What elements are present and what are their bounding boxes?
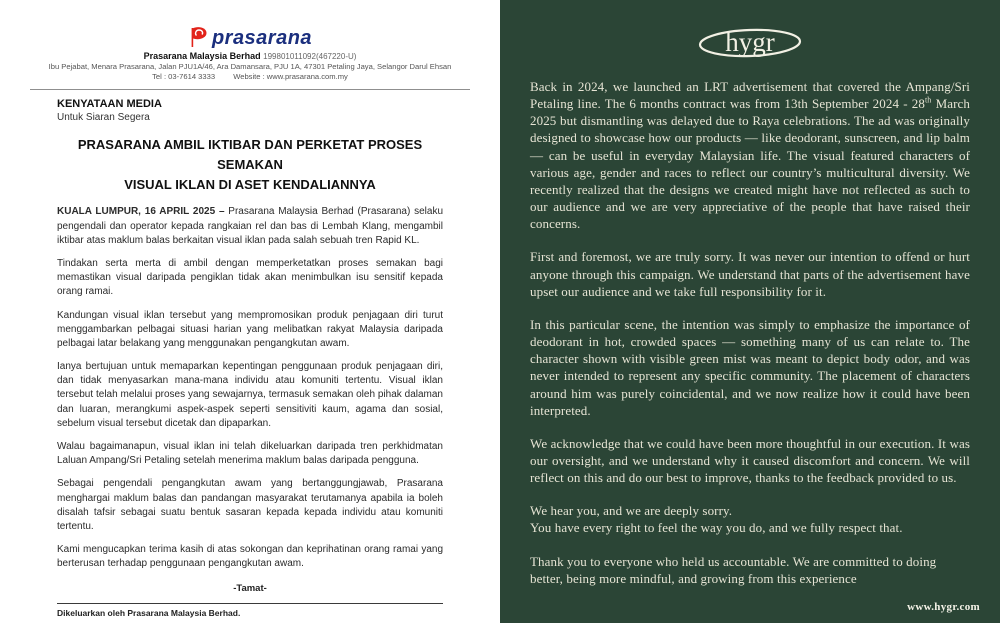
thank-you-paragraph: Thank you to everyone who held us accountable. We are committed to doing better, being more mindful, and growing from this experience — [530, 553, 937, 586]
press-release-body — [30, 205, 470, 571]
ordinal-superscript: th — [924, 95, 932, 105]
company-name-line — [30, 51, 470, 62]
closing-line-1: We hear you, and we are deeply sorry. — [530, 503, 733, 519]
company-name: Prasarana Malaysia Berhad — [143, 51, 261, 61]
paragraph-text: March 2025 but dismantling was delayed due to Raya celebrations. The ad was originally designed to showcase how our products — like deodorant, sunscreen, and lip balm — can be useful in everyday Malaysian life. The visual featured characters of various age, gender and races to reflect our country’s multicultural diversity. We recently realized that the designs we created might have not reflected as such to our audience and we are very appreciative of the people that have raised their concerns. — [530, 96, 970, 232]
title-line-2: VISUAL IKLAN DI ASET KENDALIANNYA — [124, 177, 376, 193]
issued-by-note: Dikeluarkan oleh Prasarana Malaysia Berhad. — [57, 607, 241, 618]
statement-paragraph: We acknowledge that we could have been more thoughtful in our execution. It was our oversight, and we understand why it caused discomfort and concern. We will reflect on this and do our best to improve, thanks to the feedback provided to us. — [530, 435, 970, 486]
media-statement-label: KENYATAAN MEDIA — [57, 97, 162, 110]
closing-line-2: You have every right to feel the way you do, and we fully respect that. — [530, 520, 903, 536]
hygr-apology-statement — [500, 0, 1000, 623]
paragraph-text: Back in 2024, we launched an LRT advertisement that covered the Ampang/Sri Petaling line. The 6 months contract was from 13th September 2024 - 28 — [530, 79, 970, 112]
statement-paragraph: In this particular scene, the intention was simply to emphasize the importance of deodorant in hot, crowded spaces — something many of us can relate to. The character shown with visible green mist was meant to depict body odor, and was never intended to represent any specific community. The placement of characters around him was purely coincidental, and we now realize how it could have been interpreted. — [530, 316, 970, 418]
press-release-title — [30, 135, 470, 195]
press-paragraph: Sebagai pengendali pengangkutan awam yang bertanggungjawab, Prasarana menghargai maklum balas dan pandangan masyarakat terutamanya apabila ia boleh disalah tafsir sebagai suatu bentuk sasaran kepada kepada individu atau komuniti tertentu. — [57, 478, 443, 532]
dateline: KUALA LUMPUR, 16 APRIL 2025 – — [57, 206, 225, 218]
press-release-letterhead — [30, 24, 470, 82]
press-paragraph: Kami mengucapkan terima kasih di atas sokongan dan keprihatinan orang ramai yang berterusan terhadap penggunaan pengangkutan awam. — [57, 544, 443, 570]
press-paragraph: Walau bagaimanapun, visual iklan ini telah dikeluarkan daripada tren perkhidmatan Laluan Ampang/Sri Petaling setelah menerima maklum balas daripada pengguna. — [57, 441, 443, 467]
press-paragraph: Tindakan serta merta di ambil dengan memperketatkan proses semakan bagi memastikan visual daripada pengiklan tidak akan menimbulkan isu sensitif kepada orang ramai. — [57, 257, 443, 298]
press-paragraph: Kandungan visual iklan tersebut yang mempromosikan produk penjagaan diri turut menggambarkan pelbagai situasi harian yang melibatkan rakyat Malaysia daripada pelbagai latar belakang yang menggunakan pengangkutan awam. — [57, 309, 443, 349]
svg-text:hygr: hygr — [725, 27, 775, 57]
press-paragraph-dateline — [57, 205, 443, 248]
release-type-label: Untuk Siaran Segera — [57, 111, 150, 123]
title-line-1: PRASARANA AMBIL IKTIBAR DAN PERKETAT PROSES SEMAKAN — [77, 136, 423, 173]
statement-body — [530, 78, 970, 587]
footer-divider — [57, 603, 443, 604]
statement-paragraph: First and foremost, we are truly sorry. It was never our intention to offend or hurt anyone through this campaign. We understand that parts of the advertisement have upset our audience and we take full responsibility for it. — [530, 249, 970, 299]
statement-paragraph-intro — [530, 78, 970, 232]
company-phone: Tel : 03-7614 3333 — [152, 72, 216, 82]
company-address: Ibu Pejabat, Menara Prasarana, Jalan PJU1A/46, Ara Damansara, PJU 1A, 47301 Petaling Jaya, Selangor Darul Ehsan — [48, 62, 452, 72]
press-paragraph: Ianya bertujuan untuk memaparkan kepentingan penggunaan produk penjagaan diri, dan tidak menyasarkan mana-mana individu atau komuniti tertentu. Visual iklan tersebut telah melalui proses yang sewajarnya, termasuk semakan oleh pihak dalaman dan luaran, merangkumi aspek-aspek seperti sensitiviti kaum, agama dan sosial, sebelum visual tersebut dicetak dan dipaparkan. — [57, 361, 443, 429]
prasarana-logo — [30, 24, 470, 48]
company-website: Website : www.prasarana.com.my — [233, 72, 348, 82]
hygr-logo — [530, 16, 970, 62]
letterhead-divider — [30, 89, 470, 90]
company-contact-line — [30, 72, 470, 82]
end-of-release-mark: -Tamat- — [233, 582, 267, 594]
hygr-website-url: www.hygr.com — [907, 601, 980, 613]
paragraph-text: Prasarana Malaysia Berhad (Prasarana) selaku pengendali dan operator kepada rangkaian rel dan bas di Lembah Klang, mengambil iktibar atas maklum balas berkaitan visual iklan pada salah sebuah tren Rapid KL. — [57, 206, 444, 246]
company-registration-number: 199801011092(467220-U) — [263, 52, 357, 61]
prasarana-logo-wordmark: prasarana — [211, 27, 313, 49]
prasarana-flag-icon — [188, 26, 208, 48]
hygr-ellipse-wordmark-icon — [695, 16, 805, 62]
